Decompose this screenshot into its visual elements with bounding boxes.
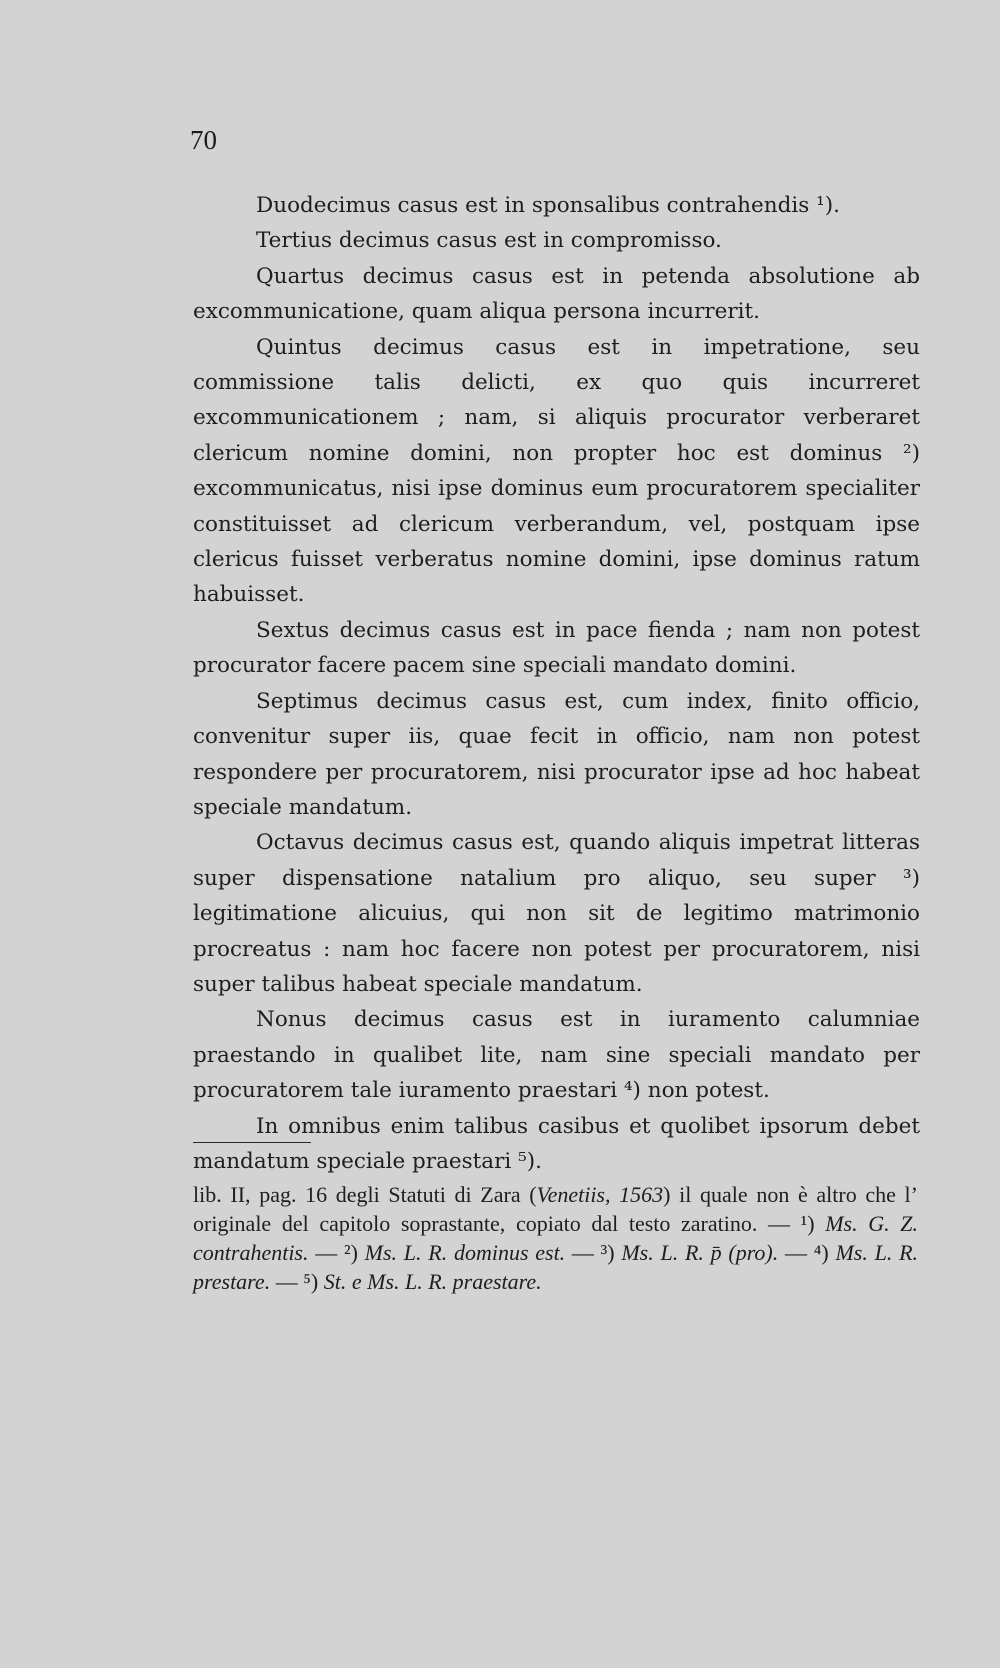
footnote-part: — ²)	[308, 1240, 365, 1265]
paragraph-sextus-decimus: Sextus decimus casus est in pace fienda ; nam non potest procurator facere pacem sine speciali mandato domini.	[193, 617, 920, 679]
footnote-part: lib. II, pag. 16 degli Statuti di Zara (	[193, 1182, 537, 1207]
paragraph-tertius-decimus: Tertius decimus casus est in compromisso.	[256, 228, 722, 254]
footnote-separator	[193, 1142, 311, 1143]
footnote-text	[193, 1180, 918, 1296]
footnote-part: — ⁴)	[778, 1240, 836, 1265]
page-number: 70	[190, 125, 217, 155]
paragraph-nonus-decimus: Nonus decimus casus est in iuramento calumniae praestando in qualibet lite, nam sine speciali mandato per procuratorem tale iuramento praestari ⁴) non potest.	[193, 1007, 920, 1104]
footnote-part: ) il quale non è altro che l’ originale del capitolo soprastante, copiato dal testo zaratino. — ¹)	[193, 1182, 918, 1236]
paragraph-duodecimus: Duodecimus casus est in sponsalibus contrahendis ¹).	[256, 193, 840, 218]
footnote-italic: Ms. L. R. p̄ (pro).	[621, 1240, 779, 1265]
footnote-part: — ³)	[565, 1240, 622, 1265]
main-text	[193, 188, 920, 1179]
paragraph-octavus-decimus: Octavus decimus casus est, quando aliquis impetrat litteras super dispensatione natalium pro aliquo, seu super ³) legitimatione alicuius, qui non sit de legitimo matrimonio procreatus : nam hoc facere non potest per procuratorem, nisi super talibus habeat speciale mandatum.	[193, 830, 920, 997]
footnote-italic: St. e Ms. L. R. praestare.	[323, 1269, 542, 1294]
paragraph-quintus-decimus: Quintus decimus casus est in impetratione, seu commissione talis delicti, ex quo quis incurreret excommunicationem ; nam, si aliquis procurator verberaret clericum nomine domini, non propter hoc est dominus ²) excommunicatus, nisi ipse dominus eum procuratorem specialiter constituisset ad clericum verberandum, vel, postquam ipse clericus fuisset verberatus nomine domini, ipse dominus ratum habuisset.	[193, 334, 920, 608]
footnote-italic: Venetiis, 1563	[536, 1182, 664, 1207]
footnote-italic: Ms. L. R. dominus est.	[364, 1240, 566, 1265]
paragraph-quartus-decimus: Quartus decimus casus est in petenda absolutione ab excommunicatione, quam aliqua persona incurrerit.	[193, 263, 920, 325]
paragraph-septimus-decimus: Septimus decimus casus est, cum index, finito officio, convenitur super iis, quae fecit in officio, nam non potest respondere per procuratorem, nisi procurator ipse ad hoc habeat speciale mandatum.	[193, 688, 920, 820]
paragraph-conclusion: In omnibus enim talibus casibus et quolibet ipsorum debet mandatum speciale praestari ⁵).	[193, 1113, 920, 1174]
footnote-italic: Ms. G. Z. contrahentis.	[193, 1211, 919, 1265]
footnote-italic: Ms. L. R. prestare.	[193, 1240, 919, 1294]
footnote-part: — ⁵)	[270, 1269, 324, 1294]
footnotes	[193, 1180, 918, 1296]
